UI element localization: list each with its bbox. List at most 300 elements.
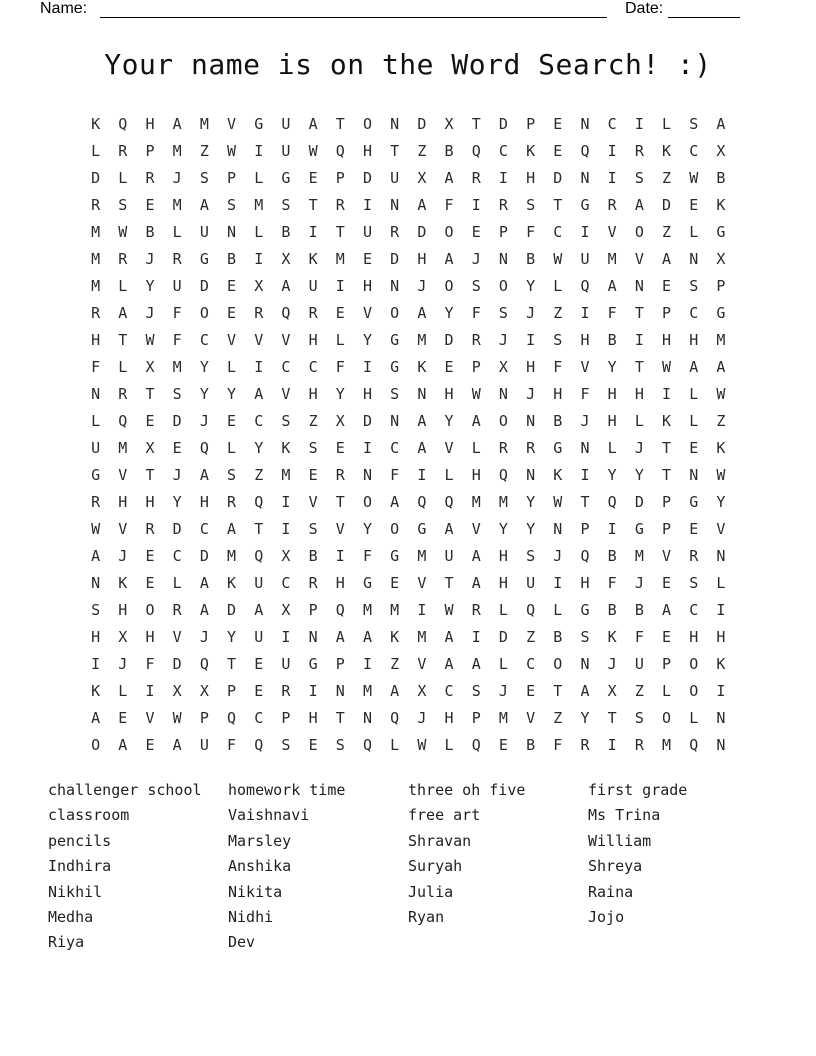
- word-list-item: challenger school: [48, 781, 202, 799]
- grid-cell: J: [526, 304, 536, 322]
- grid-cell: D: [498, 628, 508, 646]
- grid-cell: P: [471, 358, 481, 376]
- grid-cell: Y: [607, 358, 617, 376]
- grid-cell: F: [553, 358, 563, 376]
- grid-cell: V: [308, 493, 318, 511]
- grid-cell: F: [91, 358, 101, 376]
- grid-cell: Q: [254, 493, 264, 511]
- grid-row: [82, 651, 735, 678]
- grid-cell: H: [145, 115, 155, 133]
- grid-cell: F: [227, 736, 237, 754]
- grid-cell: T: [390, 142, 400, 160]
- word-list-item: Dev: [228, 933, 256, 952]
- grid-cell: V: [526, 709, 536, 727]
- grid-cell: S: [390, 385, 400, 403]
- grid-cell: Y: [526, 493, 536, 511]
- grid-cell: U: [199, 736, 209, 754]
- grid-cell: K: [716, 439, 726, 457]
- grid-cell: R: [471, 601, 481, 619]
- grid-cell: N: [689, 250, 699, 268]
- grid-cell: E: [145, 196, 155, 214]
- grid-row: [82, 273, 735, 300]
- grid-cell: G: [417, 520, 427, 538]
- grid-cell: Y: [498, 520, 508, 538]
- grid-cell: Q: [580, 142, 590, 160]
- grid-cell: Q: [199, 439, 209, 457]
- word-list-item: pencils: [48, 831, 112, 850]
- grid-cell: M: [662, 736, 672, 754]
- grid-cell: J: [199, 412, 209, 430]
- grid-cell: W: [145, 331, 155, 349]
- grid-cell: D: [172, 520, 182, 538]
- grid-cell: X: [199, 682, 209, 700]
- grid-cell: N: [634, 277, 644, 295]
- grid-cell: R: [498, 196, 508, 214]
- grid-cell: H: [335, 574, 345, 592]
- word-list-item: Julia: [408, 882, 454, 901]
- grid-cell: G: [634, 520, 644, 538]
- grid-cell: N: [362, 466, 372, 484]
- grid-cell: H: [689, 331, 699, 349]
- word-list-item: Nidhi: [228, 907, 274, 926]
- grid-cell: H: [662, 331, 672, 349]
- grid-cell: C: [498, 142, 508, 160]
- grid-cell: N: [526, 412, 536, 430]
- grid-cell: L: [227, 439, 237, 457]
- grid-cell: E: [227, 412, 237, 430]
- grid-cell: N: [716, 709, 726, 727]
- grid-cell: A: [662, 250, 672, 268]
- grid-cell: J: [145, 304, 155, 322]
- grid-cell: J: [417, 277, 427, 295]
- grid-row: [82, 138, 735, 165]
- grid-cell: A: [281, 277, 291, 295]
- grid-cell: J: [498, 331, 508, 349]
- grid-cell: N: [390, 115, 400, 133]
- grid-cell: N: [417, 385, 427, 403]
- grid-cell: L: [689, 385, 699, 403]
- grid-cell: M: [91, 277, 101, 295]
- grid-cell: F: [444, 196, 454, 214]
- grid-cell: S: [689, 115, 699, 133]
- grid-cell: U: [526, 574, 536, 592]
- grid-cell: H: [362, 142, 372, 160]
- grid-cell: V: [118, 520, 128, 538]
- grid-cell: E: [471, 223, 481, 241]
- grid-cell: X: [498, 358, 508, 376]
- grid-cell: M: [498, 493, 508, 511]
- grid-cell: V: [444, 439, 454, 457]
- grid-cell: A: [417, 304, 427, 322]
- grid-cell: Y: [199, 358, 209, 376]
- grid-cell: S: [526, 196, 536, 214]
- grid-cell: Z: [662, 169, 672, 187]
- grid-cell: A: [308, 115, 318, 133]
- grid-cell: H: [471, 466, 481, 484]
- word-list-item: Ms Trina: [588, 806, 661, 825]
- grid-cell: A: [335, 628, 345, 646]
- grid-cell: Y: [227, 628, 237, 646]
- grid-cell: M: [172, 358, 182, 376]
- grid-cell: D: [227, 601, 237, 619]
- grid-cell: R: [471, 169, 481, 187]
- grid-cell: M: [417, 547, 427, 565]
- grid-cell: D: [417, 223, 427, 241]
- grid-cell: E: [254, 655, 264, 673]
- grid-cell: E: [335, 304, 345, 322]
- grid-cell: E: [553, 142, 563, 160]
- grid-cell: V: [607, 223, 617, 241]
- grid-cell: H: [607, 412, 617, 430]
- grid-cell: C: [526, 655, 536, 673]
- grid-cell: B: [526, 736, 536, 754]
- grid-cell: Y: [335, 385, 345, 403]
- grid-cell: I: [417, 466, 427, 484]
- grid-cell: M: [716, 331, 726, 349]
- grid-cell: I: [498, 169, 508, 187]
- grid-cell: Q: [580, 277, 590, 295]
- grid-cell: D: [172, 412, 182, 430]
- grid-cell: W: [553, 493, 563, 511]
- grid-cell: G: [254, 115, 264, 133]
- grid-cell: B: [607, 547, 617, 565]
- grid-cell: G: [281, 169, 291, 187]
- grid-cell: Y: [580, 709, 590, 727]
- grid-cell: M: [335, 250, 345, 268]
- grid-cell: Q: [471, 142, 481, 160]
- grid-cell: A: [199, 196, 209, 214]
- grid-cell: L: [118, 277, 128, 295]
- grid-cell: H: [308, 331, 318, 349]
- grid-cell: Y: [634, 466, 644, 484]
- grid-cell: L: [662, 682, 672, 700]
- grid-cell: Y: [444, 412, 454, 430]
- name-fill-line: [100, 0, 607, 18]
- grid-cell: I: [716, 682, 726, 700]
- grid-row: [82, 354, 735, 381]
- grid-cell: N: [716, 736, 726, 754]
- grid-cell: V: [172, 628, 182, 646]
- grid-cell: G: [390, 358, 400, 376]
- grid-cell: N: [689, 466, 699, 484]
- grid-cell: I: [471, 196, 481, 214]
- grid-cell: D: [362, 412, 372, 430]
- grid-cell: V: [662, 547, 672, 565]
- grid-row: [82, 597, 735, 624]
- grid-row: [82, 327, 735, 354]
- grid-cell: C: [689, 601, 699, 619]
- word-list: [48, 778, 788, 956]
- grid-cell: I: [281, 493, 291, 511]
- grid-cell: A: [417, 196, 427, 214]
- grid-cell: Z: [390, 655, 400, 673]
- grid-cell: J: [471, 250, 481, 268]
- grid-cell: I: [662, 385, 672, 403]
- grid-cell: W: [689, 169, 699, 187]
- grid-cell: F: [553, 736, 563, 754]
- grid-cell: E: [308, 736, 318, 754]
- grid-cell: I: [362, 655, 372, 673]
- grid-cell: S: [471, 277, 481, 295]
- grid-cell: V: [634, 250, 644, 268]
- grid-cell: E: [689, 520, 699, 538]
- grid-cell: M: [417, 628, 427, 646]
- grid-cell: X: [607, 682, 617, 700]
- grid-cell: M: [390, 601, 400, 619]
- grid-cell: V: [716, 520, 726, 538]
- grid-cell: A: [471, 412, 481, 430]
- grid-cell: L: [118, 682, 128, 700]
- grid-cell: A: [199, 601, 209, 619]
- grid-cell: N: [526, 466, 536, 484]
- grid-cell: I: [254, 250, 264, 268]
- grid-cell: T: [662, 439, 672, 457]
- grid-cell: P: [471, 709, 481, 727]
- grid-cell: R: [118, 142, 128, 160]
- grid-cell: K: [390, 628, 400, 646]
- grid-cell: D: [199, 277, 209, 295]
- word-list-item: Shreya: [588, 857, 643, 876]
- grid-cell: T: [335, 115, 345, 133]
- grid-cell: W: [91, 520, 101, 538]
- grid-cell: E: [526, 682, 536, 700]
- grid-cell: U: [254, 628, 264, 646]
- grid-cell: H: [362, 277, 372, 295]
- grid-cell: N: [362, 709, 372, 727]
- grid-cell: D: [390, 250, 400, 268]
- grid-cell: Q: [118, 412, 128, 430]
- grid-cell: E: [662, 277, 672, 295]
- grid-cell: V: [335, 520, 345, 538]
- word-list-item: Ryan: [408, 907, 445, 926]
- grid-cell: M: [634, 547, 644, 565]
- grid-cell: S: [227, 466, 237, 484]
- grid-cell: I: [417, 601, 427, 619]
- grid-cell: I: [607, 520, 617, 538]
- grid-cell: O: [689, 682, 699, 700]
- grid-cell: L: [553, 601, 563, 619]
- grid-cell: O: [634, 223, 644, 241]
- grid-cell: A: [227, 520, 237, 538]
- grid-cell: L: [689, 709, 699, 727]
- grid-cell: P: [662, 304, 672, 322]
- grid-cell: K: [281, 439, 291, 457]
- grid-cell: X: [716, 142, 726, 160]
- grid-cell: P: [145, 142, 155, 160]
- word-list-item: Suryah: [408, 857, 463, 876]
- grid-cell: V: [580, 358, 590, 376]
- grid-cell: S: [471, 682, 481, 700]
- grid-cell: R: [308, 304, 318, 322]
- grid-cell: O: [199, 304, 209, 322]
- grid-cell: G: [362, 574, 372, 592]
- grid-cell: N: [716, 547, 726, 565]
- grid-cell: J: [172, 169, 182, 187]
- grid-cell: O: [498, 412, 508, 430]
- grid-cell: E: [553, 115, 563, 133]
- grid-cell: M: [91, 250, 101, 268]
- grid-cell: U: [308, 277, 318, 295]
- grid-cell: Y: [526, 277, 536, 295]
- grid-cell: P: [498, 223, 508, 241]
- grid-cell: Y: [362, 520, 372, 538]
- grid-cell: W: [662, 358, 672, 376]
- grid-cell: T: [254, 520, 264, 538]
- grid-cell: E: [227, 304, 237, 322]
- grid-cell: F: [607, 304, 617, 322]
- grid-cell: H: [145, 628, 155, 646]
- grid-row: [82, 489, 735, 516]
- grid-cell: I: [526, 331, 536, 349]
- grid-cell: E: [308, 466, 318, 484]
- grid-cell: A: [471, 547, 481, 565]
- grid-cell: C: [199, 331, 209, 349]
- grid-cell: E: [145, 736, 155, 754]
- grid-cell: A: [91, 709, 101, 727]
- grid-cell: R: [118, 250, 128, 268]
- grid-cell: I: [362, 358, 372, 376]
- grid-cell: G: [91, 466, 101, 484]
- grid-cell: I: [634, 115, 644, 133]
- grid-cell: B: [607, 601, 617, 619]
- grid-cell: T: [634, 304, 644, 322]
- grid-cell: W: [716, 466, 726, 484]
- grid-cell: L: [553, 277, 563, 295]
- grid-row: [82, 732, 735, 759]
- grid-cell: M: [172, 142, 182, 160]
- grid-cell: Z: [662, 223, 672, 241]
- grid-cell: X: [118, 628, 128, 646]
- grid-cell: Q: [254, 547, 264, 565]
- grid-cell: A: [362, 628, 372, 646]
- grid-cell: L: [607, 439, 617, 457]
- grid-cell: I: [471, 628, 481, 646]
- grid-cell: N: [227, 223, 237, 241]
- word-list-item: free art: [408, 806, 481, 825]
- grid-cell: B: [553, 412, 563, 430]
- grid-cell: V: [281, 385, 291, 403]
- grid-cell: R: [254, 304, 264, 322]
- grid-cell: M: [498, 709, 508, 727]
- grid-cell: R: [634, 142, 644, 160]
- grid-cell: S: [308, 520, 318, 538]
- grid-cell: U: [634, 655, 644, 673]
- grid-cell: A: [91, 547, 101, 565]
- grid-cell: A: [172, 736, 182, 754]
- grid-cell: N: [335, 682, 345, 700]
- grid-cell: O: [362, 493, 372, 511]
- grid-cell: A: [417, 412, 427, 430]
- grid-cell: P: [662, 655, 672, 673]
- word-list-item: William: [588, 831, 652, 850]
- grid-cell: X: [254, 277, 264, 295]
- grid-cell: L: [498, 601, 508, 619]
- grid-cell: A: [199, 466, 209, 484]
- grid-cell: K: [526, 142, 536, 160]
- grid-cell: F: [607, 574, 617, 592]
- grid-cell: A: [471, 655, 481, 673]
- grid-cell: S: [281, 196, 291, 214]
- grid-cell: N: [553, 520, 563, 538]
- grid-cell: E: [498, 736, 508, 754]
- word-list-item: Shravan: [408, 831, 472, 850]
- grid-cell: N: [91, 385, 101, 403]
- grid-cell: G: [716, 304, 726, 322]
- grid-cell: V: [281, 331, 291, 349]
- grid-cell: V: [227, 115, 237, 133]
- grid-cell: A: [444, 655, 454, 673]
- grid-cell: Z: [553, 304, 563, 322]
- grid-cell: I: [607, 142, 617, 160]
- grid-cell: U: [390, 169, 400, 187]
- grid-cell: A: [689, 358, 699, 376]
- grid-cell: G: [199, 250, 209, 268]
- grid-cell: H: [362, 385, 372, 403]
- grid-cell: Y: [199, 385, 209, 403]
- grid-cell: C: [254, 709, 264, 727]
- grid-cell: L: [118, 169, 128, 187]
- grid-cell: S: [227, 196, 237, 214]
- grid-cell: T: [145, 385, 155, 403]
- grid-cell: L: [471, 439, 481, 457]
- grid-cell: P: [227, 169, 237, 187]
- grid-cell: U: [281, 142, 291, 160]
- header: [40, 0, 740, 22]
- grid-cell: A: [199, 574, 209, 592]
- grid-cell: I: [335, 547, 345, 565]
- grid-cell: N: [498, 250, 508, 268]
- grid-cell: V: [118, 466, 128, 484]
- grid-row: [82, 678, 735, 705]
- grid-cell: I: [607, 169, 617, 187]
- grid-cell: R: [227, 493, 237, 511]
- grid-cell: P: [526, 115, 536, 133]
- grid-cell: O: [498, 277, 508, 295]
- grid-cell: T: [145, 466, 155, 484]
- grid-cell: X: [716, 250, 726, 268]
- grid-cell: A: [634, 196, 644, 214]
- grid-row: [82, 381, 735, 408]
- grid-cell: J: [199, 628, 209, 646]
- grid-cell: Y: [607, 466, 617, 484]
- grid-cell: Q: [444, 493, 454, 511]
- grid-cell: R: [308, 574, 318, 592]
- grid-cell: O: [390, 520, 400, 538]
- grid-cell: A: [254, 385, 264, 403]
- grid-cell: Y: [145, 277, 155, 295]
- grid-cell: S: [172, 385, 182, 403]
- grid-cell: M: [199, 115, 209, 133]
- word-list-item: Vaishnavi: [228, 806, 310, 825]
- grid-cell: R: [607, 196, 617, 214]
- grid-cell: E: [145, 412, 155, 430]
- grid-cell: N: [580, 439, 590, 457]
- grid-cell: X: [417, 169, 427, 187]
- grid-cell: R: [118, 385, 128, 403]
- grid-cell: T: [634, 358, 644, 376]
- grid-row: [82, 300, 735, 327]
- grid-cell: J: [145, 250, 155, 268]
- grid-cell: K: [91, 682, 101, 700]
- grid-cell: A: [716, 358, 726, 376]
- grid-cell: X: [281, 601, 291, 619]
- grid-cell: U: [254, 574, 264, 592]
- word-list-item: classroom: [48, 806, 130, 825]
- grid-cell: L: [662, 115, 672, 133]
- word-list-item: Riya: [48, 933, 85, 952]
- grid-cell: L: [689, 223, 699, 241]
- grid-cell: T: [444, 574, 454, 592]
